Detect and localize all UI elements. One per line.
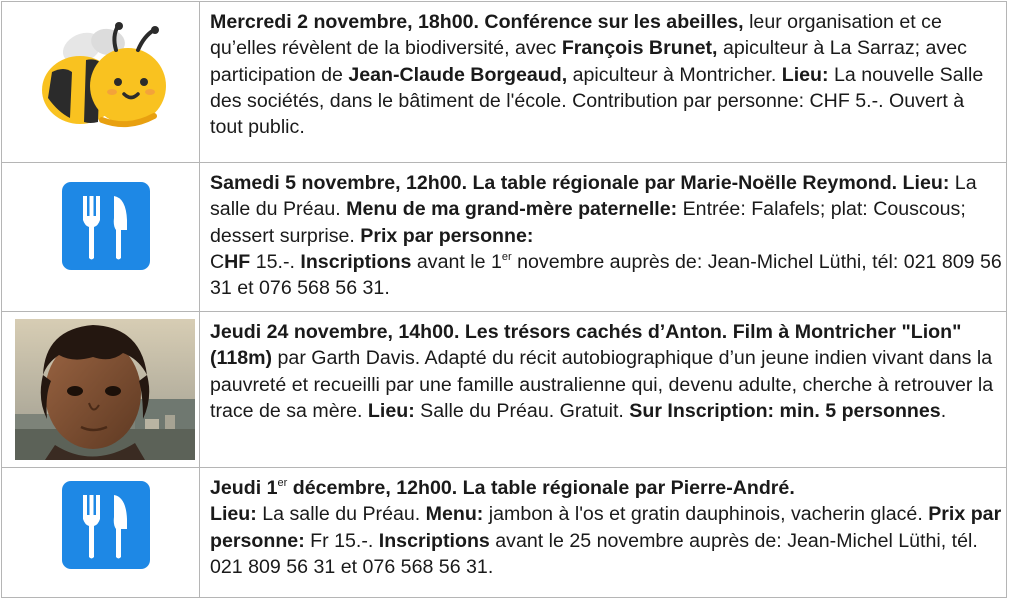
event-image-cell — [2, 163, 200, 312]
event-row — [2, 468, 1007, 598]
cutlery-icon — [62, 481, 150, 569]
event-row — [2, 2, 1007, 163]
event-description: Jeudi 1er décembre, 12h00. La table régionale par Pierre-André. Lieu: La salle du Préau. Menu: jambon à l'os et gratin dauphinois, vacherin glacé. Prix par personne: Fr 15.-. Inscriptions avant le 25 novembre auprès de: Jean-Michel Lüthi, tél. 021 809 56 31 et 076 568 56 31. — [200, 468, 1007, 598]
film-still-image — [15, 319, 195, 460]
event-image-cell — [2, 2, 200, 163]
bee-icon — [40, 22, 172, 134]
event-image-cell — [2, 468, 200, 598]
event-row — [2, 163, 1007, 312]
event-description: Mercredi 2 novembre, 18h00. Conférence sur les abeilles, leur organisation et ce qu’elles révèlent de la biodiversité, avec François Brunet, apiculteur à La Sarraz; avec participation de Jean-Claude Borgeaud, apiculteur à Montricher. Lieu: La nouvelle Salle des sociétés, dans le bâtiment de l'école. Contribution par personne: CHF 5.-. Ouvert à tout public. — [200, 2, 1007, 163]
events-table — [1, 1, 1007, 598]
event-row — [2, 312, 1007, 468]
event-image-cell — [2, 312, 200, 468]
cutlery-icon — [62, 182, 150, 270]
event-description: Samedi 5 novembre, 12h00. La table régionale par Marie-Noëlle Reymond. Lieu: La salle du Préau. Menu de ma grand-mère paternelle: Entrée: Falafels; plat: Couscous; dessert surprise. Prix par personne: CHF 15.-. Inscriptions avant le 1er novembre auprès de: Jean-Michel Lüthi, tél: 021 809 56 31 et 076 568 56 31. — [200, 163, 1007, 312]
event-description: Jeudi 24 novembre, 14h00. Les trésors cachés d’Anton. Film à Montricher "Lion" (118m) par Garth Davis. Adapté du récit autobiographique d’un jeune indien vivant dans la pauvreté et recueilli par une famille australienne qui, devenu adulte, cherche à retrouver la trace de sa mère. Lieu: Salle du Préau. Gratuit. Sur Inscription: min. 5 personnes. — [200, 312, 1007, 468]
